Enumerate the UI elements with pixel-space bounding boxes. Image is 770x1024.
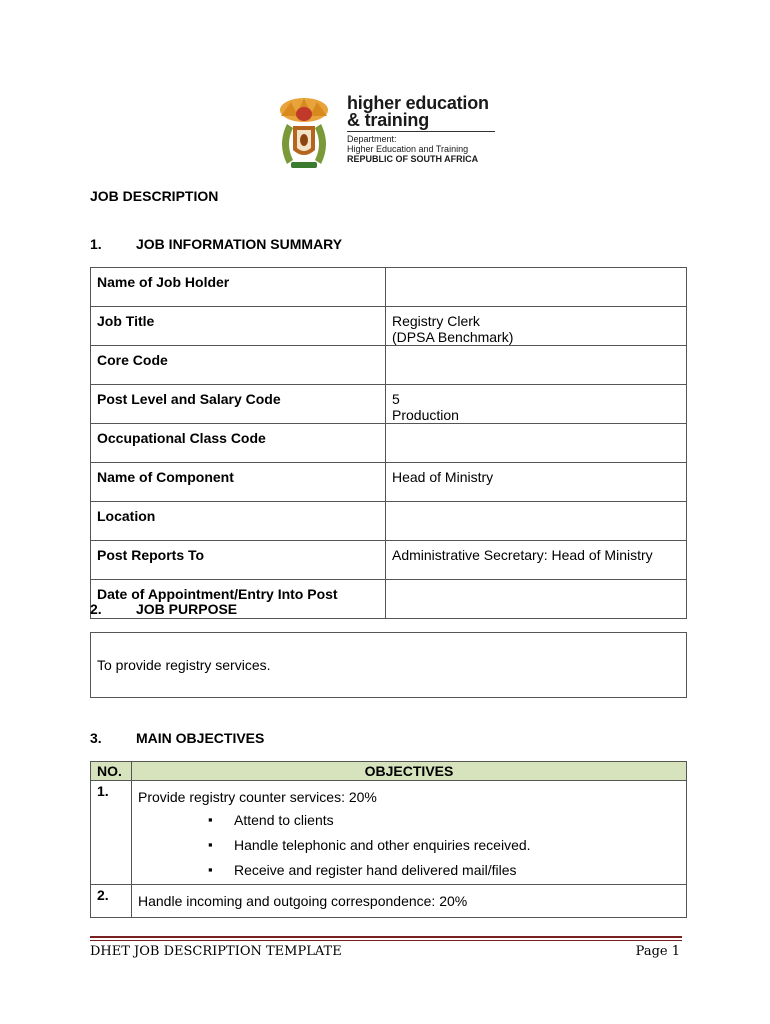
objectives-header-row — [91, 762, 687, 781]
objective-cell — [132, 781, 687, 885]
info-value — [386, 502, 687, 541]
footer-rule — [90, 936, 682, 938]
col-objectives-header: OBJECTIVES — [132, 762, 687, 781]
footer-rule-thin — [90, 940, 682, 941]
objective-bullet: ▪ Handle telephonic and other enquiries received. — [138, 837, 680, 853]
objective-number: 2. — [91, 885, 132, 918]
info-label: Core Code — [91, 346, 386, 385]
dept-name: Higher Education and Training — [347, 144, 469, 154]
table-row — [91, 885, 687, 918]
page-number: Page 1 — [635, 944, 680, 959]
objective-text: Handle incoming and outgoing correspondence: 20% — [138, 893, 468, 909]
info-label: Post Level and Salary Code — [91, 385, 386, 424]
info-label: Occupational Class Code — [91, 424, 386, 463]
info-label: Name of Job Holder — [91, 268, 386, 307]
objectives-table — [90, 761, 687, 918]
info-value: Head of Ministry — [386, 463, 687, 502]
document-title: JOB DESCRIPTION — [90, 188, 219, 204]
section3-title: MAIN OBJECTIVES — [136, 730, 265, 746]
table-row — [91, 781, 687, 885]
table-row — [91, 385, 687, 424]
job-purpose-box — [90, 632, 687, 698]
table-row — [91, 541, 687, 580]
objective-bullet: ▪ Receive and register hand delivered mail/files — [138, 862, 680, 878]
info-value — [386, 580, 687, 619]
table-row — [91, 502, 687, 541]
info-label: Post Reports To — [91, 541, 386, 580]
table-row — [91, 307, 687, 346]
section1-number: 1. — [90, 236, 102, 252]
objective-text: Provide registry counter services: 20% — [138, 789, 377, 805]
info-label: Date of Appointment/Entry Into Post — [91, 580, 386, 619]
job-info-table — [90, 267, 687, 619]
logo-divider — [347, 131, 495, 132]
info-value: Administrative Secretary: Head of Ministry — [386, 541, 687, 580]
info-value — [386, 424, 687, 463]
logo-line1: higher education — [347, 93, 489, 113]
coat-of-arms-icon — [273, 94, 335, 174]
col-no-header: NO. — [91, 762, 132, 781]
table-row — [91, 346, 687, 385]
section2-number: 2. — [90, 601, 102, 617]
section1-title: JOB INFORMATION SUMMARY — [136, 236, 343, 252]
dept-label: Department: — [347, 134, 397, 144]
logo-line2: & training — [347, 110, 429, 130]
info-value — [386, 346, 687, 385]
table-row — [91, 424, 687, 463]
table-row — [91, 463, 687, 502]
info-value: Registry Clerk (DPSA Benchmark) — [386, 307, 687, 346]
info-label: Job Title — [91, 307, 386, 346]
info-label: Location — [91, 502, 386, 541]
footer-title: DHET JOB DESCRIPTION TEMPLATE — [90, 944, 342, 959]
dept-country: REPUBLIC OF SOUTH AFRICA — [347, 154, 479, 164]
logo-department — [347, 134, 478, 164]
objective-bullet: ▪ Attend to clients — [138, 812, 680, 828]
table-row — [91, 268, 687, 307]
info-value: 5 Production — [386, 385, 687, 424]
info-value — [386, 268, 687, 307]
dhet-logo — [273, 94, 503, 174]
objective-number: 1. — [91, 781, 132, 885]
job-purpose-text: To provide registry services. — [97, 657, 271, 673]
section3-number: 3. — [90, 730, 102, 746]
section2-title: JOB PURPOSE — [136, 601, 238, 617]
info-label: Name of Component — [91, 463, 386, 502]
objective-cell — [132, 885, 687, 918]
